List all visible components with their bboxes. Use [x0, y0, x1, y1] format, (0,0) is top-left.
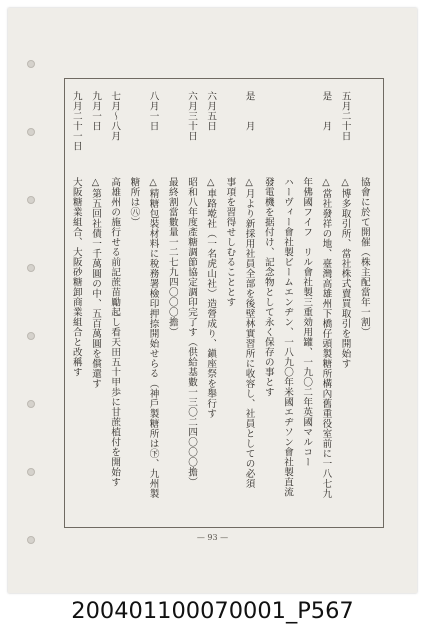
- entry-text: △當社發祥の地、臺灣高雄州下橋仔頭製糖所構內舊重役室前に一八七九: [320, 177, 332, 499]
- binding-hole-icon: [27, 264, 35, 272]
- binding-hole-icon: [27, 128, 35, 136]
- entry-text: 最終割當數量一二七九四〇〇〇擔）: [166, 177, 178, 337]
- entry-date: 八月一日: [147, 91, 159, 131]
- entry-date: 是 月: [320, 91, 332, 131]
- binding-hole-icon: [27, 468, 35, 476]
- text-frame: [64, 78, 384, 528]
- entry-text: 事項を習得せしむることとす: [224, 177, 236, 307]
- entry-date: 六月五日: [205, 91, 217, 131]
- entry-text: △月より新採用社員全部を後壁林實習所に收容し、社員としての必須: [243, 177, 255, 489]
- archive-id-caption: 200401100070001_P567: [71, 598, 354, 624]
- entry-text: ハーヴィー會社製ビームエンヂン、一八九〇年米國エヂソン會社製直流: [282, 177, 293, 497]
- entry-text: 昭和八年度產糖調節協定調印完了す（供給基數一三〇二四〇〇〇擔）: [186, 177, 197, 487]
- entry-date: 九月一日: [90, 91, 101, 131]
- binding-holes: [8, 8, 48, 593]
- entry-text: 發電機を据付け、記念物として永く保存の事とす: [262, 177, 274, 397]
- entry-text: 協會に於て開催（株主配當年一割）: [358, 177, 370, 337]
- binding-hole-icon: [27, 196, 35, 204]
- entry-text: 年佛國フイフ リル會社製三重効用罐、一九〇二年英國マルコー: [301, 177, 313, 467]
- entry-date: 是 月: [243, 91, 255, 131]
- binding-hole-icon: [27, 332, 35, 340]
- entry-text: △第五回社債一千萬圓の中、五百萬圓を償還す: [90, 177, 101, 389]
- entry-text: △精糖包裝材料に稅務署檢印押捺開始せらる（神戶製糖所は㊦、九州製: [147, 177, 159, 499]
- entry-text: △車路墘社（一名虎山社）造營成り、鎭座祭を舉行す: [205, 177, 217, 419]
- entry-date: 九月二十一日: [70, 91, 82, 151]
- binding-hole-icon: [27, 400, 35, 408]
- entry-date: 七月〜八月: [109, 91, 121, 141]
- page-number: — 93 —: [196, 533, 229, 542]
- entry-text: 高雄州の施行せる前記蔗苗勵起し看天田五十甲歩に甘蔗植付を開始す: [109, 177, 121, 487]
- entry-text: 糖所は㊇）: [128, 177, 140, 227]
- entry-date: 六月三十日: [186, 91, 197, 141]
- binding-hole-icon: [27, 60, 35, 68]
- entry-text: △博多取引所、當社株式賣買取引を開始す: [339, 177, 351, 369]
- document-page: [8, 8, 417, 593]
- entry-date: 五月二十日: [339, 91, 351, 141]
- entry-text: 大阪糖業組合、大阪砂糖卸商業組合と改稱す: [70, 177, 82, 377]
